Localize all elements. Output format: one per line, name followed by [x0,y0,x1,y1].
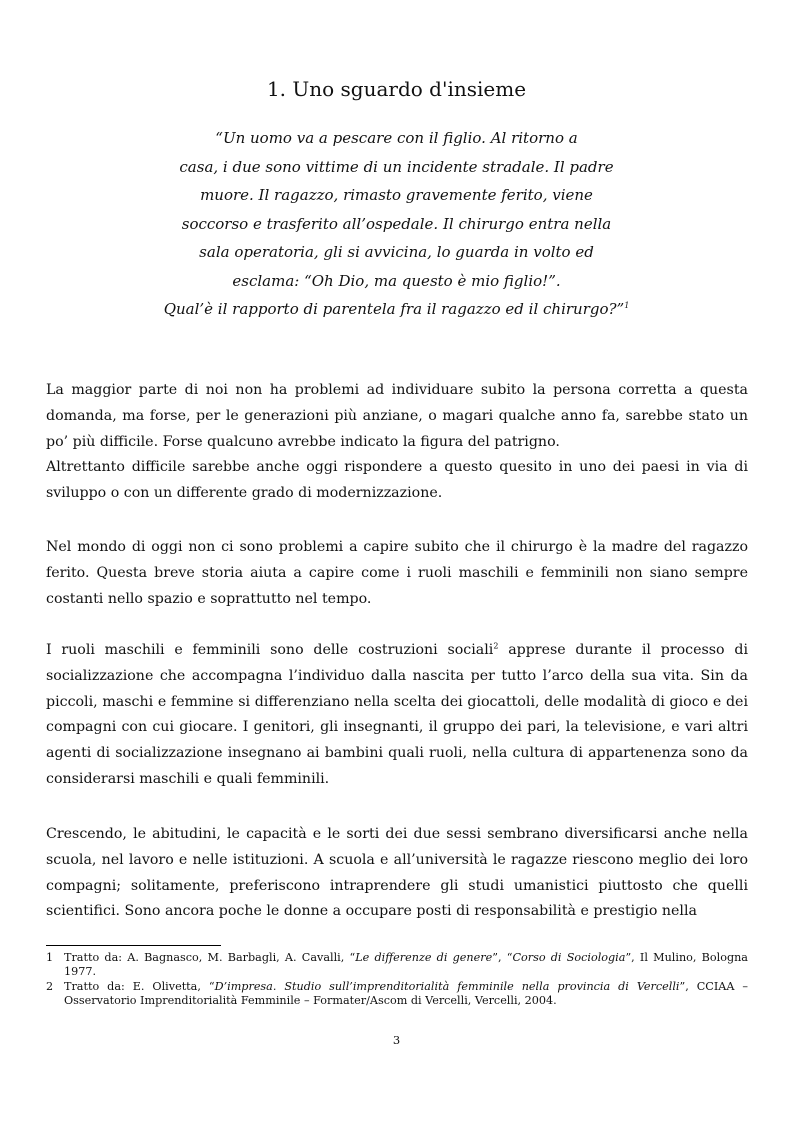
paragraph-3-part-a: I ruoli maschili e femminili sono delle costruzioni sociali [46,642,494,658]
footnote-number: 1 [46,951,54,964]
footnote-text-part: ”, “ [492,951,513,964]
footnotes [46,951,748,1009]
epigraph-line: muore. Il ragazzo, rimasto gravemente ferito, viene [200,186,593,204]
paragraph-1-text: La maggior parte di noi non ha problemi ad individuare subito la persona corretta a questa domanda, ma forse, per le generazioni più anziane, o magari qualche anno fa, sarebbe stato un po’ più difficile. Forse qualcuno avrebbe indicato la figura del patrigno. [46,382,748,450]
paragraph-2 [46,535,748,612]
paragraph-4-text: Crescendo, le abitudini, le capacità e le sorti dei due sessi sembrano diversificarsi anche nella scuola, nel lavoro e nelle istituzioni. A scuola e all’università le ragazze riescono meglio dei loro compagni; solitamente, preferiscono intraprendere gli studi umanistici piuttosto che quelli scientifici. Sono ancora poche le donne a occupare posti di responsabilità e prestigio nella [46,826,748,920]
paragraph-3-part-b: apprese durante il processo di socializzazione che accompagna l’individuo dalla nascita per tutto l’arco della sua vita. Sin da piccoli, maschi e femmine si differenziano nella scelta dei giocattoli, delle modalità di gioco e dei compagni con cui giocare. I genitori, gli insegnanti, il gruppo dei pari, la televisione, e vari altri agenti di socializzazione insegnano ai bambini quali ruoli, nella cultura di appartenenza sono da considerarsi maschili e quali femminili. [46,642,748,787]
footnote-2 [46,980,748,1008]
footnote-ref-2[interactable]: 2 [493,641,499,651]
page-number: 3 [392,1033,401,1047]
footnote-divider [46,945,221,946]
paragraph-2-text: Nel mondo di oggi non ci sono problemi a capire subito che il chirurgo è la madre del ragazzo ferito. Questa breve storia aiuta a capire come i ruoli maschili e femminili non siano sempre costanti nello spazio e soprattutto nel tempo. [46,539,748,607]
epigraph-line: sala operatoria, gli si avvicina, lo guarda in volto ed [199,243,594,261]
footnote-text-part: Tratto da: E. Olivetta, “ [64,980,215,993]
paragraph-3-text [46,638,748,793]
epigraph-line: Qual’è il rapporto di parentela fra il ragazzo ed il chirurgo?” [163,300,625,318]
epigraph-line: casa, i due sono vittime di un incidente stradale. Il padre [179,157,614,176]
paragraph-4 [46,822,748,925]
page-title: 1. Uno sguardo d'insieme [266,77,527,101]
footnote-text [64,951,748,979]
paragraph-1 [46,378,748,507]
epigraph-line: esclama: “Oh Dio, ma questo è mio figlio!”. [232,271,561,290]
footnote-number: 2 [46,980,54,993]
footnote-title: Le differenze di genere [355,951,493,964]
footnote-text-part: ”, CCIAA – Osservatorio Imprenditorialità Femminile – Formater/Ascom di Vercelli, Vercelli, 2004. [64,980,748,1007]
epigraph-line-last [120,295,673,324]
footnote-title: Corso di Sociologia [512,951,626,964]
paragraph-3 [46,638,748,793]
footnote-title: D’impresa. Studio sull’imprenditorialità femminile nella provincia di Vercelli [214,980,680,993]
footnote-text-part: ”, Il Mulino, Bologna 1977. [64,951,748,978]
footnote-ref-1[interactable]: 1 [624,301,630,310]
paragraph-1b-text: Altrettanto difficile sarebbe anche oggi rispondere a questo quesito in uno dei paesi in via di sviluppo o con un differente grado di modernizzazione. [46,459,748,502]
epigraph-line: “Un uomo va a pescare con il figlio. Al ritorno a [215,129,578,147]
footnote-text-part: Tratto da: A. Bagnasco, M. Barbagli, A. Cavalli, “ [64,951,356,964]
epigraph-line: soccorso e trasferito all’ospedale. Il chirurgo entra nella [181,214,612,233]
footnote-text [64,980,748,1008]
epigraph-quote [120,124,673,324]
footnote-1 [46,951,748,979]
